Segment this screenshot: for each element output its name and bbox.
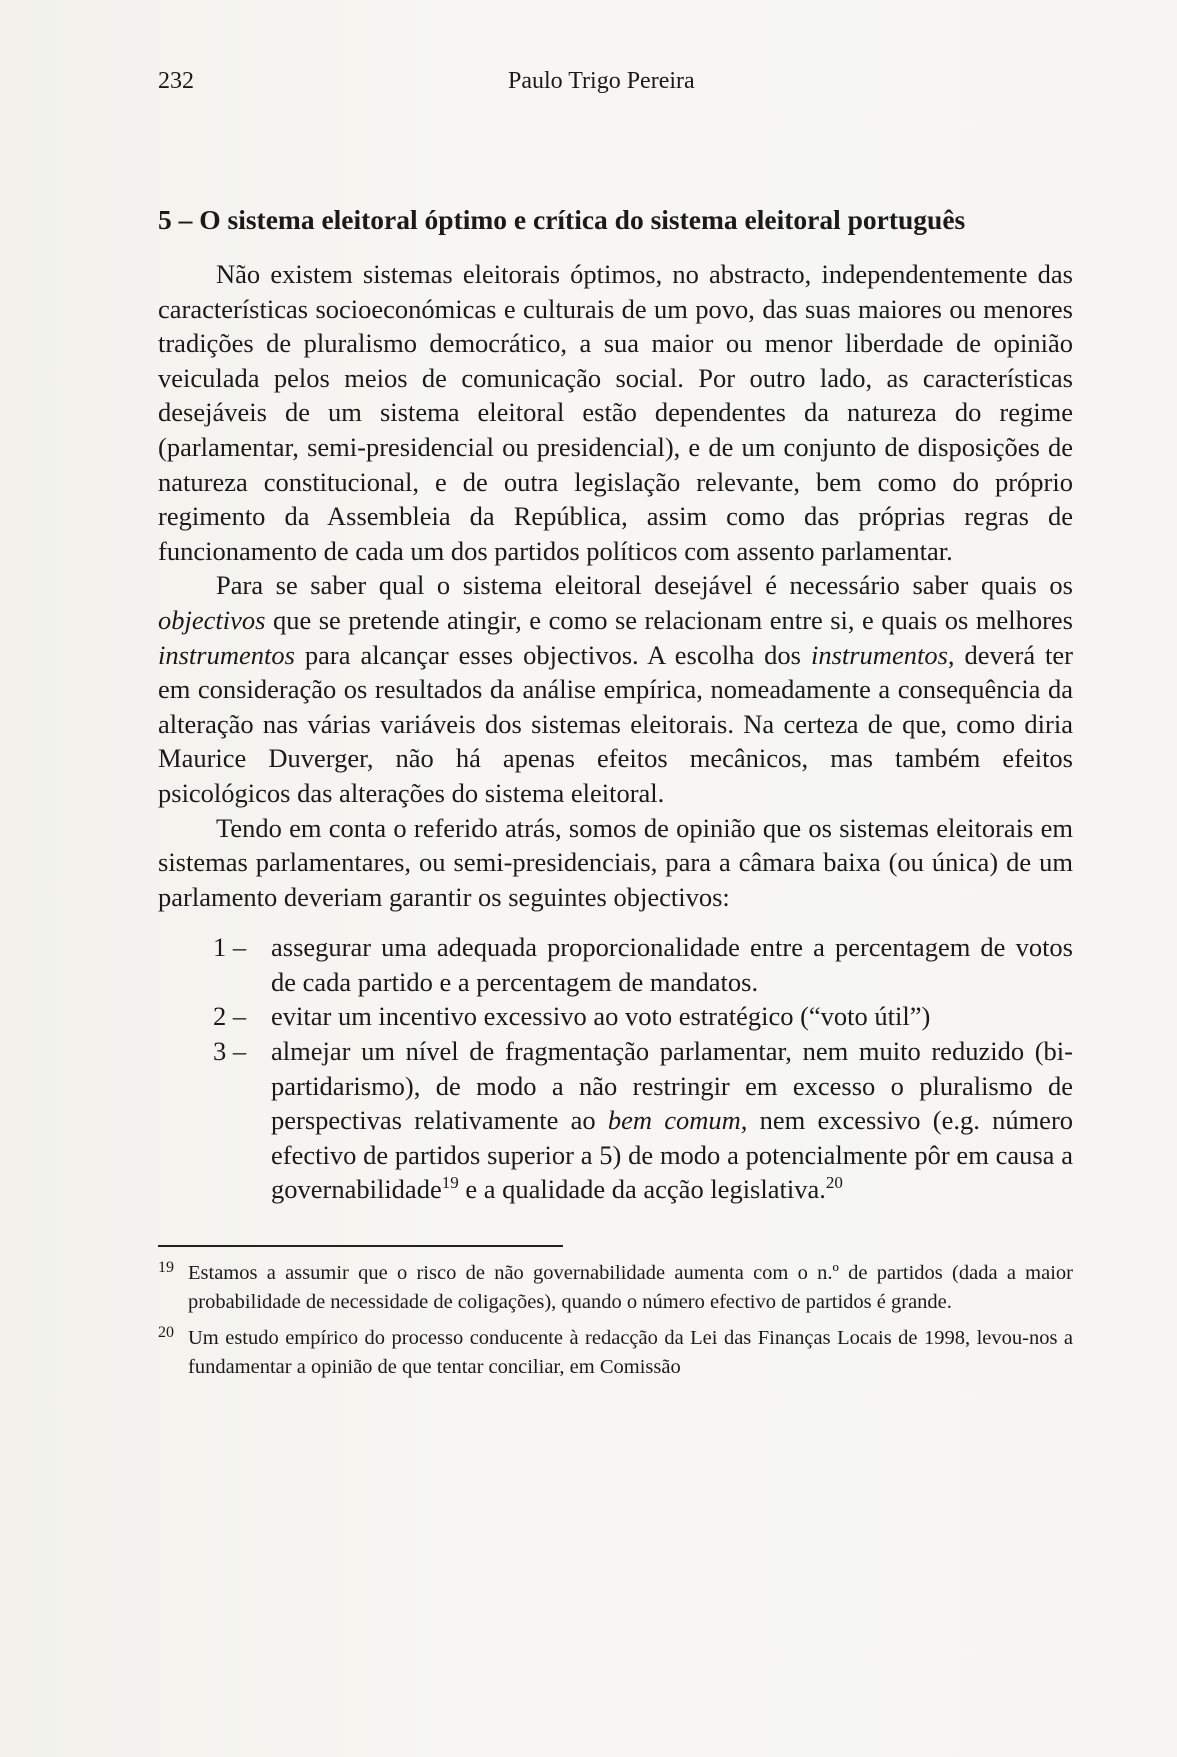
text-run: , deverá ter em consideração os resultados da análise empírica, nomeadamente a consequência da alteração nas várias variáveis dos sistemas eleitorais. Na certeza de que, como diria Maurice Duverger, não há apenas efeitos mecânicos, mas também efeitos psicológicos das alterações do sistema eleitoral. — [158, 639, 1073, 808]
text-run: e a qualidade da acção legislativa. — [458, 1174, 826, 1205]
paragraph — [158, 568, 1073, 810]
footnote-text: Um estudo empírico do processo conducente à redacção da Lei das Finanças Locais de 1998, levou-nos a fundamentar a opinião de que tentar conciliar, em Comissão — [188, 1327, 1073, 1378]
paragraph: Tendo em conta o referido atrás, somos de opinião que os sistemas eleitorais em sistemas parlamentares, ou semi-presidenciais, para a câmara baixa (ou única) de um parlamento deveriam garantir os seguintes objectivos: — [158, 812, 1073, 912]
emphasis: objectivos — [158, 604, 266, 635]
list-item — [158, 930, 1073, 999]
objectives-list — [158, 930, 1073, 1207]
emphasis: instrumentos — [810, 639, 948, 670]
text-run: que se pretende atingir, e como se relacionam entre si, e quais os melhores — [265, 604, 1073, 635]
page-number: 232 — [158, 68, 194, 94]
footnote-number: 19 — [158, 1259, 174, 1277]
emphasis: bem comum, — [607, 1105, 748, 1136]
text-run: almejar um nível de fragmentação parlamentar, nem muito reduzido (bi-partidarismo), de modo a não restringir em excesso o pluralismo de perspectivas relativamente ao — [271, 1036, 1073, 1136]
list-number: 3 – — [213, 1036, 247, 1067]
list-item — [158, 1034, 1073, 1207]
list-number: 2 – — [213, 1001, 247, 1032]
section-title: 5 – O sistema eleitoral óptimo e crítica do sistema eleitoral português — [158, 204, 966, 235]
footnote — [158, 1259, 1073, 1316]
emphasis: instrumentos — [158, 639, 295, 670]
body-text — [158, 257, 1073, 1207]
footnote-text: Estamos a assumir que o risco de não governabilidade aumenta com o n.º de partidos (dada a maior probabilidade de necessidade de coligações), quando o número efectivo de partidos é grande. — [188, 1262, 1073, 1313]
list-item — [158, 999, 1073, 1034]
paragraph: Não existem sistemas eleitorais óptimos, no abstracto, independentemente das características socioeconómicas e culturais de um povo, das suas maiores ou menores tradições de pluralismo democrático, a sua maior ou menor liberdade de opinião veiculada pelos meios de comunicação social. Por outro lado, as características desejáveis de um sistema eleitoral estão dependentes da natureza do regime (parlamentar, semi-presidencial ou presidencial), e de um conjunto de disposições de natureza constitucional, e de outra legislação relevante, bem como do próprio regimento da Assembleia da República, assim como das próprias regras de funcionamento de cada um dos partidos políticos com assento parlamentar. — [158, 259, 1073, 566]
footnote — [158, 1324, 1073, 1381]
list-text: evitar um incentivo excessivo ao voto estratégico (“voto útil”) — [271, 1001, 931, 1032]
footnote-divider — [158, 1245, 563, 1247]
list-text: assegurar uma adequada proporcionalidade entre a percentagem de votos de cada partido e a percentagem de mandatos. — [271, 932, 1073, 997]
footnote-number: 20 — [158, 1324, 174, 1342]
text-run: para alcançar esses objectivos. A escolha dos — [294, 639, 811, 670]
text-run: Para se saber qual o sistema eleitoral desejável é necessário saber quais os — [216, 570, 1073, 601]
list-number: 1 – — [213, 932, 247, 963]
page-content — [158, 203, 1073, 1389]
footnote-ref[interactable]: 19 — [441, 1173, 459, 1193]
running-title: Paulo Trigo Pereira — [508, 68, 695, 94]
footnote-ref[interactable]: 20 — [825, 1173, 843, 1193]
text-run: nem excessivo (e.g. número efectivo de partidos superior a 5) de modo a potencialmente pôr em causa a governabilidade — [271, 1105, 1074, 1205]
